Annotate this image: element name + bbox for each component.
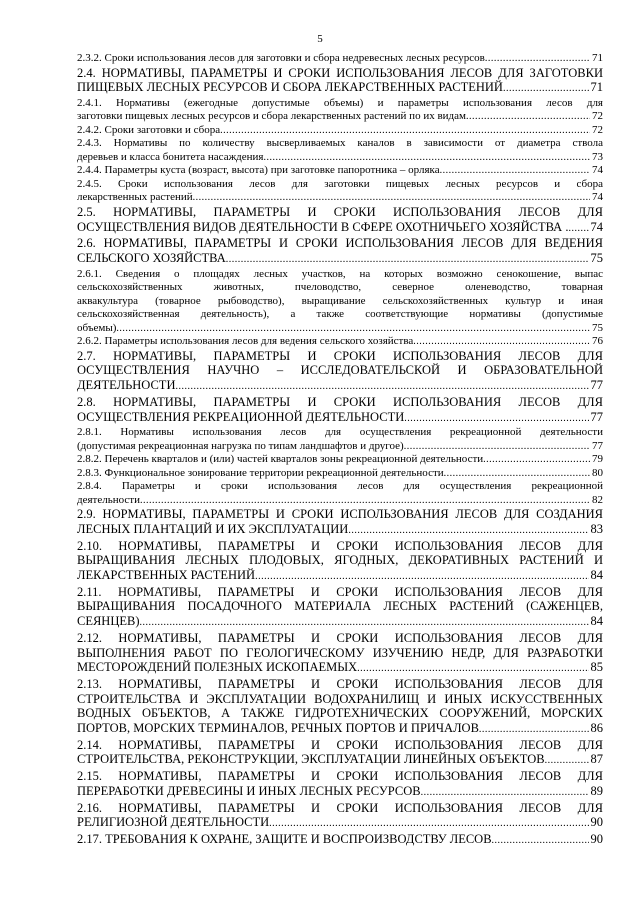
toc-page-number: 72 [592,123,603,136]
toc-page-number: 90 [590,832,603,846]
toc-entry[interactable] [77,769,603,800]
toc-entry-line: 2.4.5. Сроки использования лесов для заготовки пищевых лесных ресурсов и сбора [77,177,603,190]
toc-page-number: 77 [592,439,603,452]
dot-leader [485,52,590,66]
toc-entry[interactable] [77,507,603,538]
toc-entry-line: 2.8.2. Перечень кварталов и (или) частей кварталов зоны рекреационной деятельности [77,453,484,466]
dot-leader [357,662,588,677]
toc-page-number: 74 [592,164,603,177]
dot-leader [440,164,590,178]
toc-entry-line: 2.11. НОРМАТИВЫ, ПАРАМЕТРЫ И СРОКИ ИСПОЛЬЗОВАНИЯ ЛЕСОВ ДЛЯ [77,584,603,599]
toc-entry[interactable] [77,268,603,336]
table-of-contents [77,52,603,849]
toc-entry[interactable] [77,585,603,631]
toc-entry-line: 2.5. НОРМАТИВЫ, ПАРАМЕТРЫ И СРОКИ ИСПОЛЬЗОВАНИЯ ЛЕСОВ ДЛЯ [77,204,603,219]
toc-entry[interactable] [77,335,603,349]
toc-entry-line: 2.13. НОРМАТИВЫ, ПАРАМЕТРЫ И СРОКИ ИСПОЛЬЗОВАНИЯ ЛЕСОВ ДЛЯ [77,676,603,691]
dot-leader [175,380,588,395]
toc-entry-line: ЛЕКАРСТВЕННЫХ РАСТЕНИЙ [77,568,256,583]
toc-page-number: 72 [592,110,603,123]
dot-leader [479,723,589,738]
toc-entry-line: объемы) [77,321,117,334]
toc-entry-line: 2.4. НОРМАТИВЫ, ПАРАМЕТРЫ И СРОКИ ИСПОЛЬЗОВАНИЯ ЛЕСОВ ДЛЯ ЗАГОТОВКИ [77,65,603,80]
toc-entry[interactable] [77,66,603,97]
toc-entry-line: ВЫРАЩИВАНИЯ ЛЕСНЫХ ПЛОДОВЫХ, ЯГОДНЫХ, ДЕКОРАТИВНЫХ РАСТЕНИЙ И [77,553,603,568]
dot-leader [503,82,589,97]
toc-entry[interactable] [77,631,603,677]
toc-entry[interactable] [77,97,603,124]
toc-entry-line: лекарственных растений [77,191,193,204]
toc-entry[interactable] [77,205,603,236]
toc-entry-line: деятельности [77,493,140,506]
toc-entry-line: 2.9. НОРМАТИВЫ, ПАРАМЕТРЫ И СРОКИ ИСПОЛЬЗОВАНИЯ ЛЕСОВ ДЛЯ СОЗДАНИЯ [77,507,603,522]
dot-leader [348,524,588,539]
toc-entry-line: ПЕРЕРАБОТКИ ДРЕВЕСИНЫ И ИНЫХ ЛЕСНЫХ РЕСУРСОВ [77,783,421,798]
dot-leader [568,222,588,237]
dot-leader [140,494,590,508]
toc-entry-line: деревьев и класса бонитета насаждения [77,150,264,163]
toc-entry-line: 2.4.1. Нормативы (ежегодные допустимые объемы) и параметры использования лесов для [77,96,603,109]
toc-entry[interactable] [77,801,603,832]
toc-page-number: 84 [590,614,603,629]
toc-entry-line: ПИЩЕВЫХ ЛЕСНЫХ РЕСУРСОВ И СБОРА ЛЕКАРСТВЕННЫХ РАСТЕНИЙ [77,80,503,95]
dot-leader [483,453,590,467]
toc-entry[interactable] [77,236,603,267]
toc-entry[interactable] [77,426,603,453]
toc-page-number: 73 [592,150,603,163]
toc-entry-line: ДЕЯТЕЛЬНОСТИ [77,378,176,393]
toc-page-number: 76 [592,335,603,348]
toc-entry-line: СТРОИТЕЛЬСТВА И ЭКСПЛУАТАЦИИ ВОДОХРАНИЛИЩ И ИНЫХ ИСКУССТВЕННЫХ [77,691,603,706]
toc-entry-line: 2.14. НОРМАТИВЫ, ПАРАМЕТРЫ И СРОКИ ИСПОЛЬЗОВАНИЯ ЛЕСОВ ДЛЯ [77,737,603,752]
toc-entry[interactable] [77,178,603,205]
page-number: 5 [317,33,323,45]
toc-page-number: 83 [590,521,603,536]
toc-entry-line: 2.6.2. Параметры использования лесов для ведения сельского хозяйства [77,335,414,348]
toc-entry[interactable] [77,395,603,426]
toc-entry-line: 2.6. НОРМАТИВЫ, ПАРАМЕТРЫ И СРОКИ ИСПОЛЬЗОВАНИЯ ЛЕСОВ ДЛЯ ВЕДЕНИЯ [77,236,603,251]
toc-entry[interactable] [77,164,603,178]
toc-entry-line: ВОДНЫХ ОБЪЕКТОВ, А ТАКЖЕ ГИДРОТЕХНИЧЕСКИХ СООРУЖЕНИЙ, МОРСКИХ [77,706,603,721]
toc-entry-line: 2.3.2. Сроки использования лесов для заготовки и сбора недревесных лесных ресурсов [77,52,485,64]
toc-entry-line: ОСУЩЕСТВЛЕНИЯ РЕКРЕАЦИОННОЙ ДЕЯТЕЛЬНОСТИ [77,409,405,424]
toc-entry-line: ВЫРАЩИВАНИЯ ПОСАДОЧНОГО МАТЕРИАЛА ЛЕСНЫХ РАСТЕНИЙ (САЖЕНЦЕВ, [77,599,603,614]
toc-entry-line: 2.10. НОРМАТИВЫ, ПАРАМЕТРЫ И СРОКИ ИСПОЛЬЗОВАНИЯ ЛЕСОВ ДЛЯ [77,538,603,553]
toc-page-number: 75 [590,251,603,266]
toc-entry-line: 2.17. ТРЕБОВАНИЯ К ОХРАНЕ, ЗАЩИТЕ И ВОСПРОИЗВОДСТВУ ЛЕСОВ [77,832,492,846]
toc-entry[interactable] [77,738,603,769]
toc-entry-line: 2.7. НОРМАТИВЫ, ПАРАМЕТРЫ И СРОКИ ИСПОЛЬЗОВАНИЯ ЛЕСОВ ДЛЯ [77,348,603,363]
dot-leader [264,151,591,165]
toc-entry-line: ОСУЩЕСТВЛЕНИЯ ВИДОВ ДЕЯТЕЛЬНОСТИ В СФЕРЕ ОХОТНИЧЬЕГО ХОЗЯЙСТВА . [77,219,569,234]
toc-page-number: 77 [590,378,603,393]
toc-entry-line: 2.16. НОРМАТИВЫ, ПАРАМЕТРЫ И СРОКИ ИСПОЛЬЗОВАНИЯ ЛЕСОВ ДЛЯ [77,800,603,815]
toc-page-number: 79 [592,453,603,466]
toc-entry-line: ВЫПОЛНЕНИЯ РАБОТ ПО ГЕОЛОГИЧЕСКОМУ ИЗУЧЕНИЮ НЕДР, ДЛЯ РАЗРАБОТКИ [77,645,603,660]
toc-entry-line: 2.8.1. Нормативы использования лесов для осуществления рекреационной деятельности [77,426,603,439]
toc-page-number: 71 [592,52,603,64]
toc-page-number: 71 [590,80,603,95]
dot-leader [404,412,588,427]
dot-leader [444,467,590,481]
toc-entry-line: РЕЛИГИОЗНОЙ ДЕЯТЕЛЬНОСТИ [77,815,270,830]
toc-entry-line: СЕЯНЦЕВ) [77,614,140,629]
toc-entry-line: 2.6.1. Сведения о площадях лесных участков, на которых возможно сенокошение, выпас [77,267,603,280]
toc-page-number: 82 [592,493,603,506]
dot-leader [404,440,590,454]
dot-leader [226,253,589,268]
dot-leader [413,335,590,349]
toc-entry[interactable] [77,832,603,849]
toc-page-number: 77 [590,409,603,424]
dot-leader [545,754,589,769]
dot-leader [255,570,588,585]
toc-entry-line: 2.8.4. Параметры и сроки использования лесов для осуществления рекреационной [77,480,603,493]
toc-entry-line: сельскохозяйственных животных, пчеловодство, северное оленеводство, товарная [77,281,603,294]
toc-page-number: 80 [592,466,603,479]
dot-leader [116,322,590,336]
dot-leader [466,110,590,124]
dot-leader [220,124,590,138]
toc-page-number: 86 [590,721,603,736]
dot-leader [193,191,590,205]
toc-entry-line: МЕСТОРОЖДЕНИЙ ПОЛЕЗНЫХ ИСКОПАЕМЫХ [77,660,358,675]
toc-entry[interactable] [77,467,603,481]
toc-entry-line: 2.4.3. Нормативы по количеству высверливаемых каналов в зависимости от диаметра ствола [77,137,603,150]
toc-entry[interactable] [77,52,603,66]
toc-entry-line: СЕЛЬСКОГО ХОЗЯЙСТВА [77,251,226,266]
toc-entry-line: СТРОИТЕЛЬСТВА, РЕКОНСТРУКЦИИ, ЭКСПЛУАТАЦИИ ЛИНЕЙНЫХ ОБЪЕКТОВ [77,752,545,767]
toc-entry-line: 2.12. НОРМАТИВЫ, ПАРАМЕТРЫ И СРОКИ ИСПОЛЬЗОВАНИЯ ЛЕСОВ ДЛЯ [77,630,603,645]
toc-entry-line: 2.8. НОРМАТИВЫ, ПАРАМЕТРЫ И СРОКИ ИСПОЛЬЗОВАНИЯ ЛЕСОВ ДЛЯ [77,394,603,409]
dot-leader [492,834,589,849]
toc-page-number: 89 [590,783,603,798]
toc-entry-line: сельскохозяйственная деятельность), а также соответствующие нормативы (допустимые [77,308,603,321]
toc-entry-line: ПОРТОВ, МОРСКИХ ТЕРМИНАЛОВ, РЕЧНЫХ ПОРТОВ И ПРИЧАЛОВ [77,721,479,736]
toc-entry[interactable] [77,453,603,467]
toc-entry-line: ОСУЩЕСТВЛЕНИЯ НАУЧНО – ИССЛЕДОВАТЕЛЬСКОЙ И ОБРАЗОВАТЕЛЬНОЙ [77,363,603,378]
toc-entry[interactable] [77,124,603,138]
toc-page-number: 84 [590,568,603,583]
toc-page-number: 85 [590,660,603,675]
toc-entry-line: аквакультура (товарное рыбоводство), выращивание сельскохозяйственных культур и иная [77,294,603,307]
toc-entry-line: 2.15. НОРМАТИВЫ, ПАРАМЕТРЫ И СРОКИ ИСПОЛЬЗОВАНИЯ ЛЕСОВ ДЛЯ [77,769,603,784]
dot-leader [140,616,589,631]
toc-entry[interactable] [77,677,603,738]
toc-page-number: 74 [592,191,603,204]
toc-entry-line: ЛЕСНЫХ ПЛАНТАЦИЙ И ИХ ЭКСПЛУАТАЦИИ [77,521,349,536]
toc-entry-line: 2.8.3. Функциональное зонирование территории рекреационной деятельности [77,466,444,479]
toc-page-number: 87 [590,752,603,767]
toc-entry[interactable] [77,480,603,507]
toc-page-number: 75 [592,321,603,334]
toc-entry-line: 2.4.2. Сроки заготовки и сбора [77,123,221,136]
toc-entry-line: 2.4.4. Параметры куста (возраст, высота) при заготовке папоротника – орляка [77,164,440,177]
toc-page-number: 74 [590,219,603,234]
toc-entry[interactable] [77,137,603,164]
dot-leader [269,817,588,832]
toc-entry[interactable] [77,349,603,395]
toc-entry-line: (допустимая рекреационная нагрузка по типам ландшафтов и другое) [77,439,404,452]
toc-entry[interactable] [77,539,603,585]
dot-leader [421,786,589,801]
toc-entry-line: заготовки пищевых лесных ресурсов и сбора лекарственных растений по их видам [77,110,466,123]
toc-page-number: 90 [590,815,603,830]
